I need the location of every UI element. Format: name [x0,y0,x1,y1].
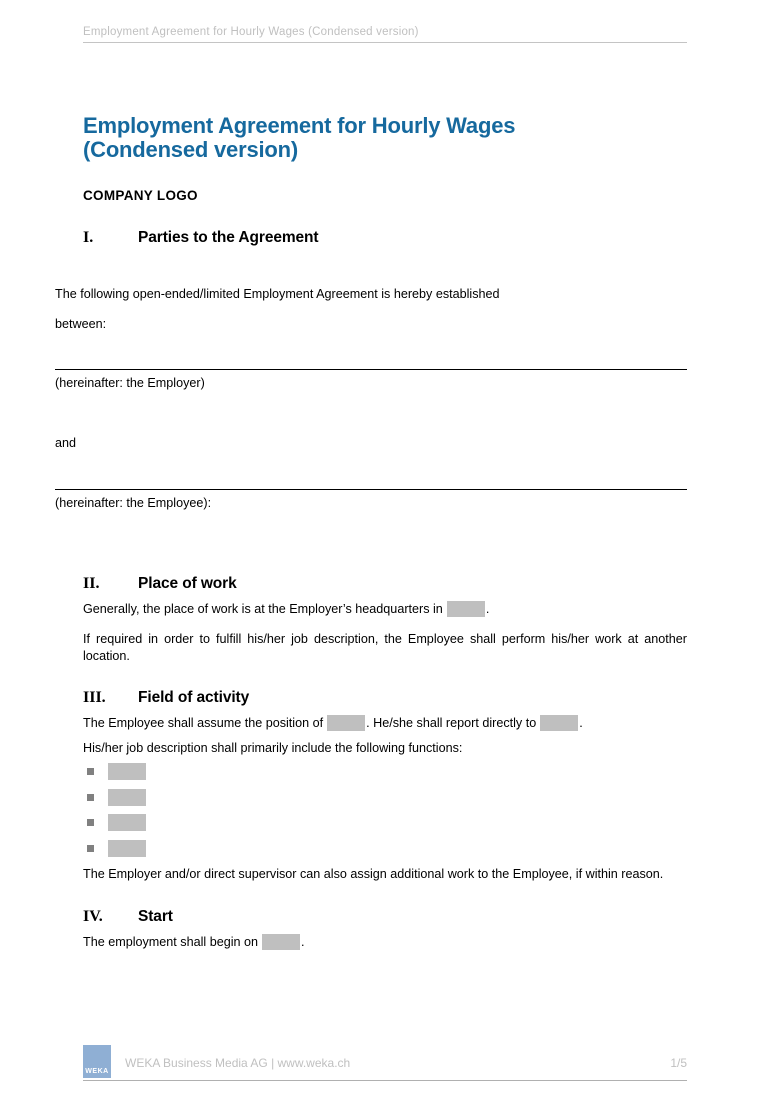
section-start-body [83,934,687,951]
company-logo-placeholder: COMPANY LOGO [83,188,198,203]
field-of-activity-p1 [83,715,687,732]
page-title-line2: (Condensed version) [83,137,299,162]
bullet-item [83,789,687,806]
parties-conjunction: and [55,436,77,450]
running-header [83,0,687,43]
p1-text-after: . [579,716,583,730]
section-numeral: III. [83,689,106,706]
running-header-title: Employment Agreement for Hourly Wages (Condensed version) [83,26,419,38]
weka-logo-text: WEKA [85,1068,109,1075]
page-footer [83,1045,687,1081]
square-bullet-icon [87,794,94,801]
section-heading-text: Field of activity [138,689,250,706]
section-numeral: I. [83,229,94,246]
section-place-of-work-body [83,601,687,665]
start-date-field-placeholder[interactable] [262,934,300,950]
function-field-placeholder[interactable] [108,840,146,857]
location-field-placeholder[interactable] [447,601,485,617]
field-of-activity-p3: The Employer and/or direct supervisor can also assign additional work to the Employee, if within reason. [83,866,664,881]
p1-text-middle: . He/she shall report directly to [366,716,537,730]
section-numeral: II. [83,575,100,592]
place-of-work-p1 [83,601,687,618]
employee-caption: (hereinafter: the Employee): [55,496,212,510]
bullet-item [83,763,687,780]
p1-text-after: . [485,602,490,616]
footer-company-line: WEKA Business Media AG | www.weka.ch [125,1055,351,1070]
parties-intro-line1: The following open-ended/limited Employment Agreement is hereby established [55,287,500,301]
place-of-work-p2: If required in order to fulfill his/her job description, the Employee shall perform his/her work at another location. [83,632,687,663]
position-field-placeholder[interactable] [327,715,365,731]
section-heading-field-of-activity [83,689,687,707]
function-field-placeholder[interactable] [108,814,146,831]
square-bullet-icon [87,768,94,775]
function-field-placeholder[interactable] [108,789,146,806]
section-heading-text: Parties to the Agreement [138,229,319,246]
section-heading-start [83,908,687,926]
page-number: 1/5 [670,1055,687,1070]
square-bullet-icon [87,819,94,826]
p1-text-before: Generally, the place of work is at the Employer’s headquarters in [83,602,443,616]
p1-text-before: The Employee shall assume the position of [83,716,324,730]
start-p1 [83,934,687,951]
parties-intro-line2: between: [55,317,107,331]
section-heading-place-of-work [83,575,687,593]
section-heading-parties [83,229,687,247]
employer-caption: (hereinafter: the Employer) [55,376,205,390]
square-bullet-icon [87,845,94,852]
functions-bullet-list [83,763,687,857]
p1-text-after: . [301,934,305,949]
page-title-line1: Employment Agreement for Hourly Wages [83,113,516,138]
section-field-of-activity-body [83,715,687,883]
supervisor-field-placeholder[interactable] [540,715,578,731]
section-heading-text: Start [138,907,173,925]
function-field-placeholder[interactable] [108,763,146,780]
page-title [83,114,687,162]
section-numeral: IV. [83,907,103,925]
field-of-activity-p2: His/her job description shall primarily include the following functions: [83,741,463,755]
header-rule [83,42,687,43]
weka-logo [83,1045,111,1078]
section-heading-text: Place of work [138,575,237,592]
section-parties-body [55,286,687,512]
bullet-item [83,840,687,857]
bullet-item [83,814,687,831]
p1-text-before: The employment shall begin on [83,934,259,949]
